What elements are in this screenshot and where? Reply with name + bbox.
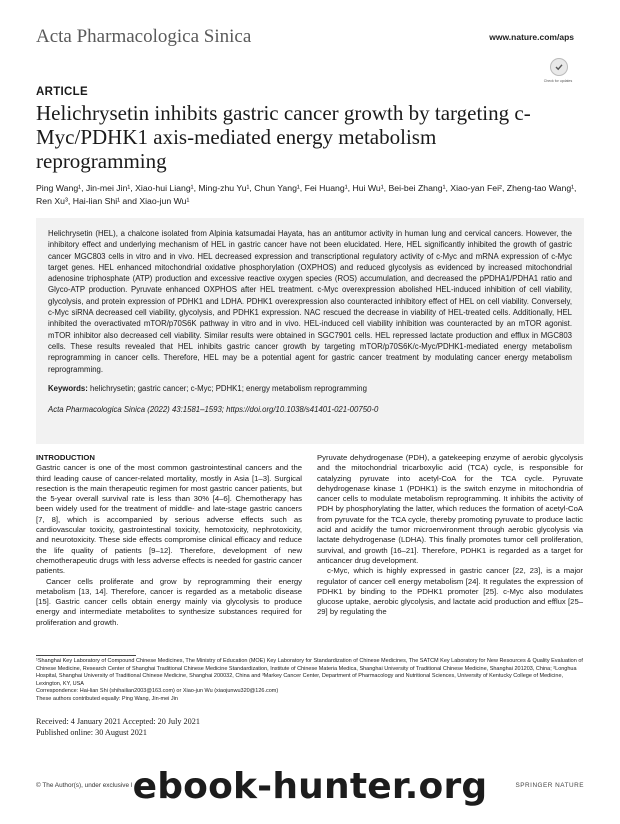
published-date: Published online: 30 August 2021 [36, 727, 147, 737]
abstract-box [36, 218, 584, 444]
intro-paragraph-4: c-Myc, which is highly expressed in gastric cancer [22, 23], is a major regulator of cancer cell energy metabolism [24]. It regulates the expression of PDHK1 by binding to the PDHK1 promoter [25]. c-Myc also modulates glucose uptake, aerobic glycolysis, and lactate acid production and efflux [25–29] by regulating the [317, 566, 583, 617]
article-dates [36, 717, 200, 738]
intro-paragraph-3: Pyruvate dehydrogenase (PDH), a gatekeeping enzyme of aerobic glycolysis and the mitochondrial tricarboxylic acid (TCA) cycle, is responsible for catalyzing pyruvate into acetyl-CoA for the TCA cycle. Pyruvate dehydrogenase kinase 1 (PDHK1) is the switch enzyme in mitochondria of cancer cells to modulate metabolism reprogramming. It inhibits the activity of PDH by phosphorylating the latter, which reduces the formation of acetyl-CoA from pyruvate for the TCA cycle, thereby promoting pyruvate to produce lactic acid and acidify the tumor microenvironment through aerobic glycolysis via lactate dehydrogenase (LDHA). This finally promotes tumor cell proliferation, survival, and growth [16–21]. Therefore, PDHK1 is regarded as a target for anticancer drug development. [317, 453, 583, 565]
intro-heading: INTRODUCTION [36, 453, 95, 462]
intro-paragraph-1: Gastric cancer is one of the most common gastrointestinal cancers and the third leading cause of cancer-related mortality, mostly in Asia [1–3]. Surgical resection is the main therapeutic regimen for most gastric cancer patients, but the 5-year overall survival rate is less than 30% [4–6]. Chemotherapy has been widely used for the treatment of middle- and late-stage gastric cancers [7, 8], which is accompanied by serious adverse effects such as cardiovascular toxicity, gastrointestinal toxicity, hemotoxicity, nephrotoxicity, and neurotoxicity. These side effects compromise clinical efficacy and reduce the life quality of patients [9–12]. Therefore, development of new chemotherapeutic drugs with less adverse effects is needed for gastric cancer patients. [36, 463, 302, 576]
article-type-label: ARTICLE [36, 86, 88, 98]
keywords-text: helichrysetin; gastric cancer; c-Myc; PDHK1; energy metabolism reprogramming [90, 383, 367, 393]
check-icon [554, 62, 564, 72]
check-for-updates-badge[interactable] [550, 58, 568, 76]
keywords-label: Keywords: [48, 383, 88, 393]
article-title: Helichrysetin inhibits gastric cancer growth by targeting c-Myc/PDHK1 axis-mediated energy metabolism reprogramming [36, 101, 531, 173]
abstract-text: Helichrysetin (HEL), a chalcone isolated from Alpinia katsumadai Hayata, has an antitumor activity in human lung and cervical cancers. However, the inhibitory effect and underlying mechanism of HEL in gastric cancer have not been elucidated. Here, HEL significantly inhibited the growth of gastric cancer MGC803 cells in vitro and in vivo. HEL decreased expression and transcriptional regulatory activity of c-Myc and mRNA expression of c-Myc target genes. HEL enhanced mitochondrial oxidative phosphorylation (OXPHOS) and reduced glycolysis as evidenced by increased mitochondrial adenosine triphosphate (ATP) production and excessive reactive oxygen species (ROS) accumulation, and decreased the pPDHA1/PDHA1 ratio and Glyco-ATP production. Pyruvate enhanced OXPHOS after HEL treatment. c-Myc overexpression abolished HEL-induced inhibition of cell viability, glycolysis, and protein expression of PDHK1 and LDHA. PDHK1 overexpression also counteracted inhibitory effect of HEL on cell viability. Conversely, c-Myc siRNA decreased cell viability, glycolysis, and PDHK1 expression. NAC rescued the decrease in viability of HEL-treated cells. Additionally, HEL inhibited the overactivated mTOR/p70S6K pathway in vitro and in vivo. HEL-induced cell viability inhibition was counteracted by an mTOR agonist. mTOR inhibitor also decreased cell viability. Similar results were obtained in SGC7901 cells. HEL repressed lactate production and efflux in MGC803 cells. These results revealed that HEL inhibits gastric cancer growth by targeting mTOR/p70S6K/c-Myc/PDHK1-mediated energy metabolism reprogramming in cancer cells. Therefore, HEL may be a potential agent for gastric cancer treatment by modulating cancer energy metabolism reprogramming. [48, 229, 572, 374]
received-accepted-date: Received: 4 January 2021 Accepted: 20 July 2021 [36, 717, 200, 726]
copyright-notice: © The Author(s), under exclusive l [36, 782, 133, 789]
correspondence: Correspondence: Hai-lian Shi (shihailian2003@163.com) or Xiao-jun Wu (xiaojunwu320@126.com) [36, 688, 279, 695]
watermark: ebook-hunter.org [132, 766, 488, 807]
affiliations: ¹Shanghai Key Laboratory of Compound Chinese Medicines, The Ministry of Education (MOE) Key Laboratory for Standardization of Chinese Medicines, The SATCM Key Laboratory for New Resources & Quality Evaluation of Chinese Medicine, Research Center of Shanghai Traditional Chinese Medicine Standardization, Institute of Chinese Materia Medica, Shanghai University of Traditional Chinese Medicine, Shanghai 201203, China; ²Longhua Hospital, Shanghai University of Traditional Chinese Medicine, Shanghai 200032, China and ³Markey Cancer Center, Department of Pharmacology and Nutritional Sciences, University of Kentucky College of Medicine, Lexington, KY, USA [36, 658, 583, 687]
author-list: Ping Wang¹, Jin-mei Jin¹, Xiao-hui Liang¹, Ming-zhu Yu¹, Chun Yang¹, Fei Huang¹, Hui Wu¹, Bei-bei Zhang¹, Xiao-yan Fei², Zheng-tao Wang¹, Ren Xu³, Hai-lian Shi¹ and Xiao-jun Wu¹ [36, 183, 577, 206]
journal-name: Acta Pharmacologica Sinica [36, 26, 252, 47]
right-column [317, 453, 583, 618]
intro-paragraph-2: Cancer cells proliferate and grow by reprogramming their energy metabolism [13, 14]. Therefore, cancer is regarded as a metabolic disease [15]. Gastric cancer cells obtain energy mainly via glycolysis to produce energy and intermediate metabolites to synthesize substances required for proliferation and growth. [36, 576, 302, 627]
footnote-divider [36, 655, 136, 656]
publisher-logo: SPRINGER NATURE [515, 782, 584, 789]
left-column [36, 453, 302, 628]
journal-url[interactable]: www.nature.com/aps [489, 32, 574, 42]
equal-contribution: These authors contributed equally: Ping Wang, Jin-mei Jin [36, 695, 178, 702]
citation-line: Acta Pharmacologica Sinica (2022) 43:1581–1593; https://doi.org/10.1038/s41401-021-00750-0 [48, 404, 379, 414]
check-for-updates-label: Check for updates [543, 79, 573, 83]
footnotes [36, 658, 584, 704]
keywords [48, 383, 572, 394]
